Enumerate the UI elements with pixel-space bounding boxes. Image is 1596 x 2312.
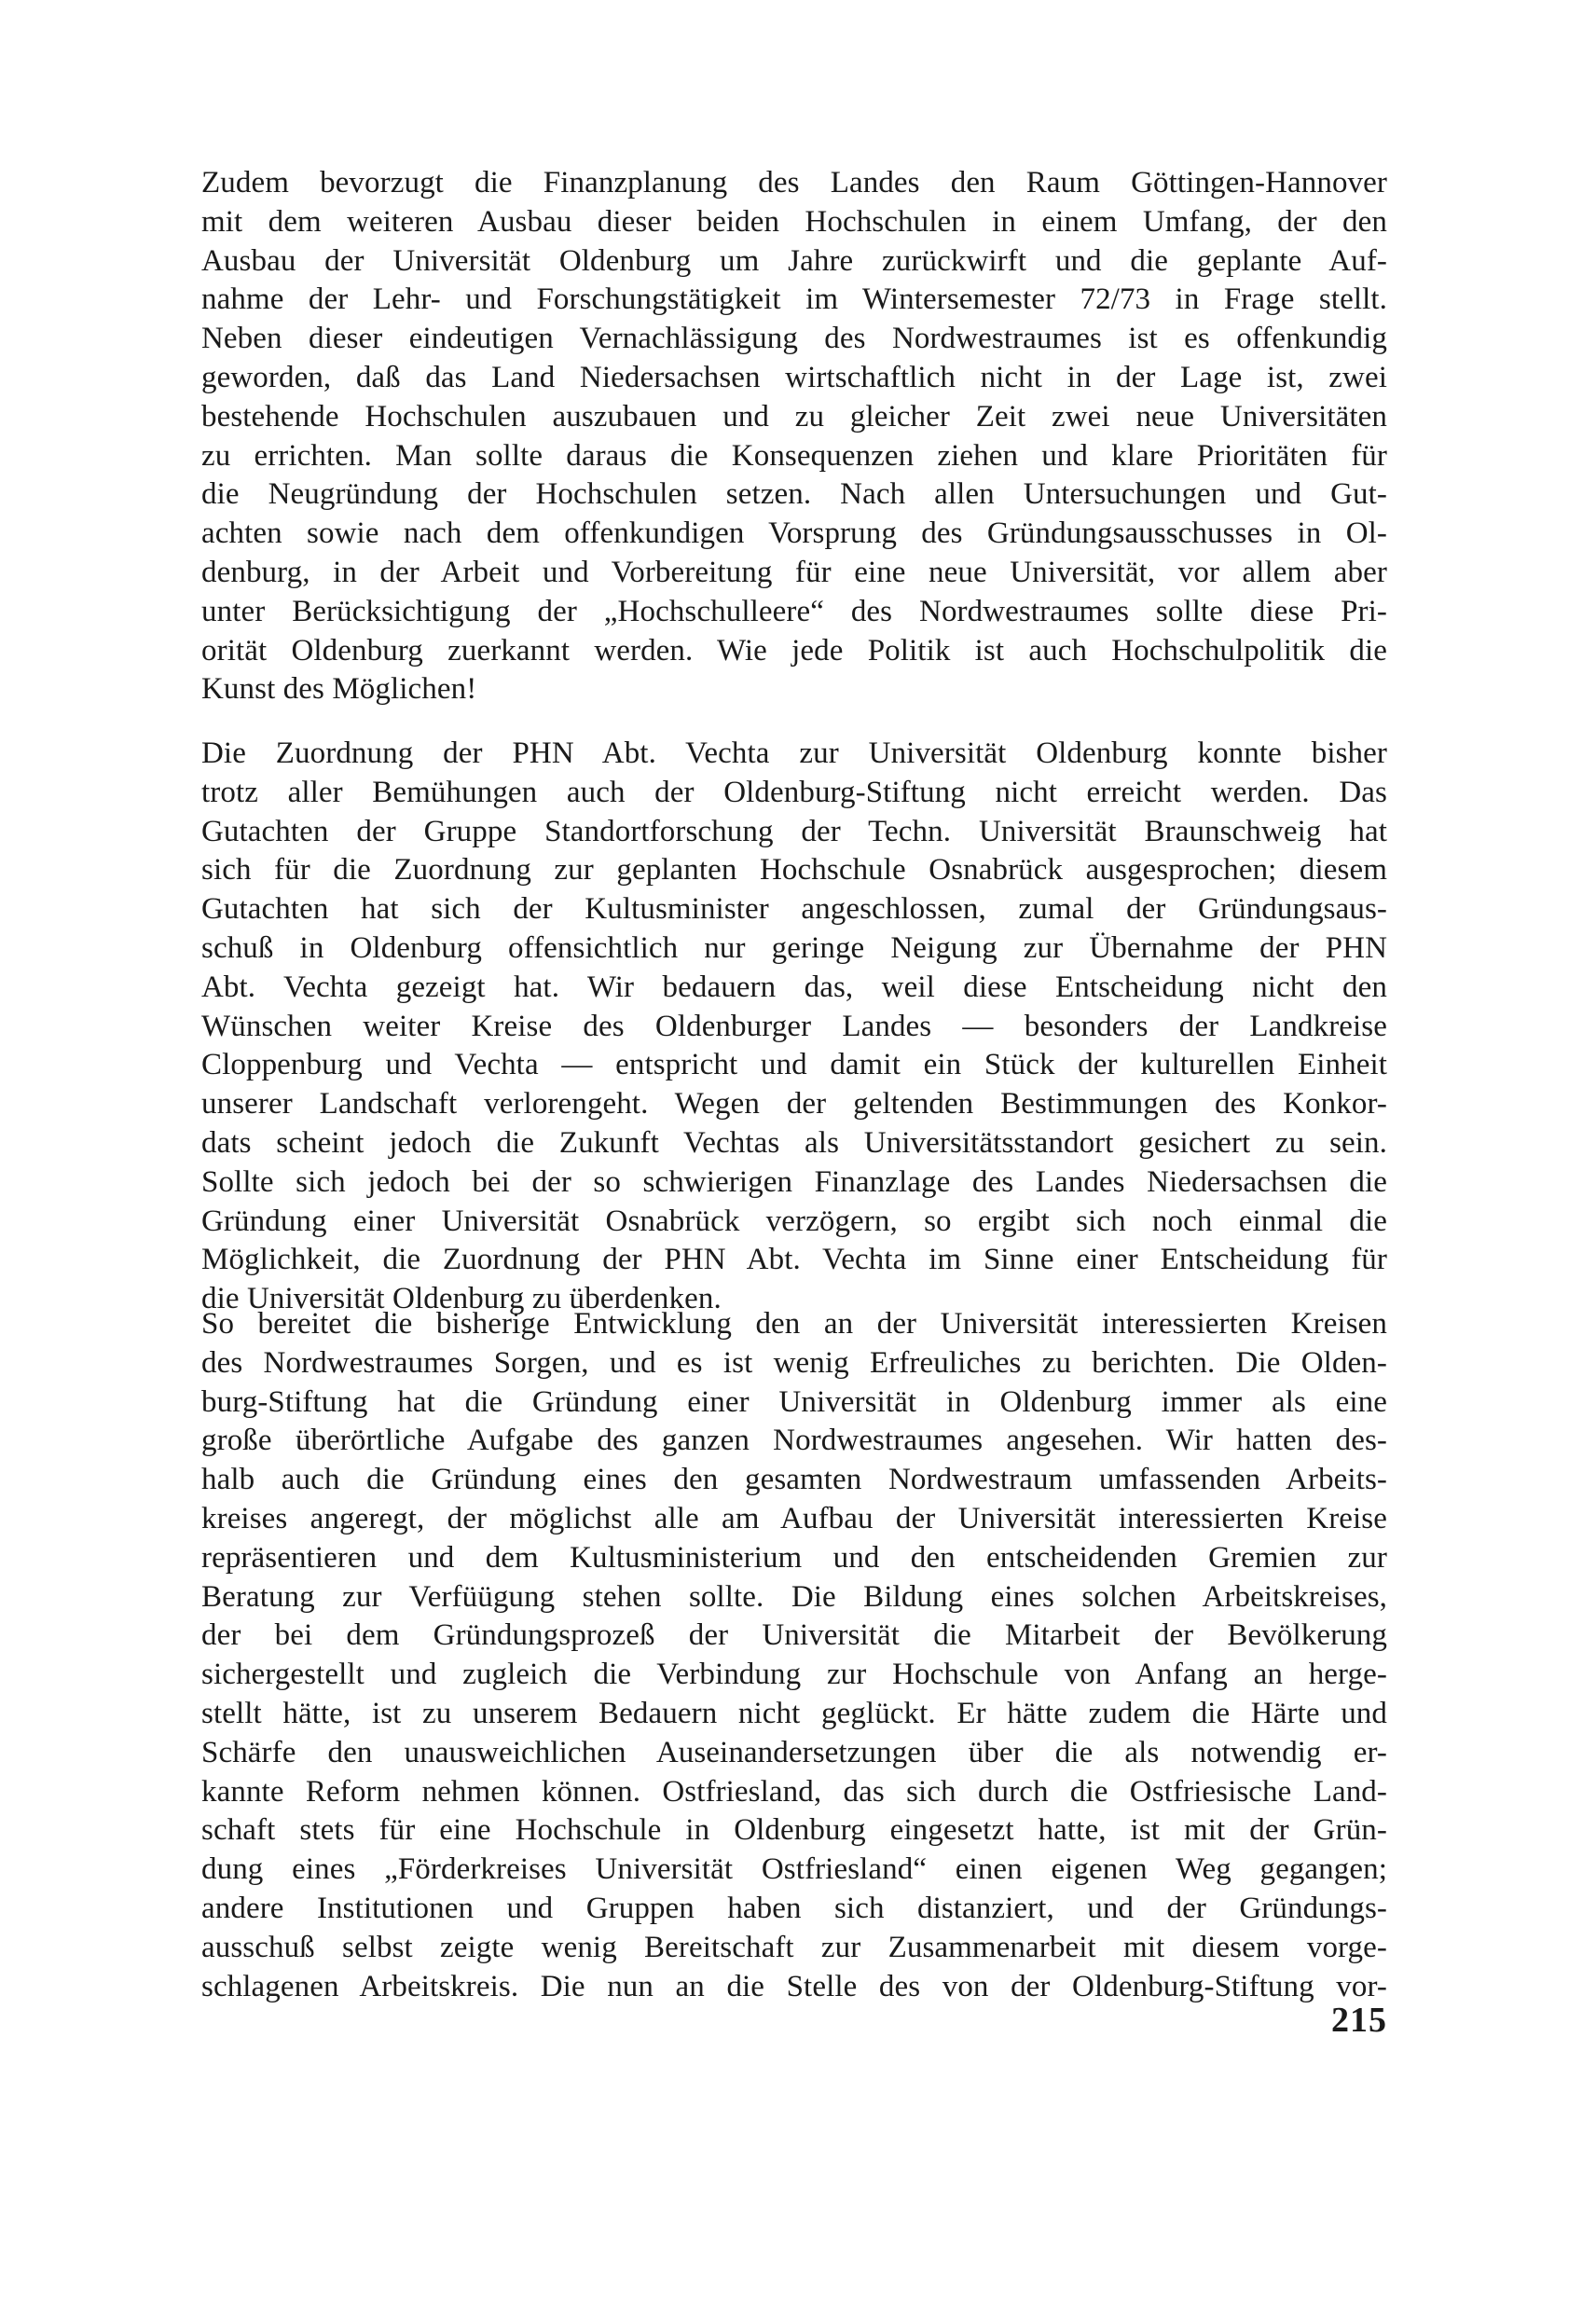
paragraph-2 bbox=[201, 735, 1387, 1319]
text-line: Sollte sich jedoch bei der so schwierigen Finanzlage des Landes Niedersachsen die bbox=[201, 1164, 1387, 1199]
text-line: geworden, daß das Land Niedersachsen wirtschaftlich nicht in der Lage ist, zwei bbox=[201, 360, 1387, 394]
text-line: halb auch die Gründung eines den gesamten Nordwestraum umfassenden Arbeits- bbox=[201, 1463, 1387, 1497]
text-line: schaft stets für eine Hochschule in Oldenburg eingesetzt hatte, ist mit der Grün- bbox=[201, 1813, 1387, 1848]
text-line: Wünschen weiter Kreise des Oldenburger Landes — besonders der Landkreise bbox=[201, 1009, 1387, 1043]
text-line: Möglichkeit, die Zuordnung der PHN Abt. Vechta im Sinne einer Entscheidung für bbox=[201, 1243, 1387, 1277]
page-number: 215 bbox=[1331, 2001, 1387, 2040]
text-line: kreises angeregt, der möglichst alle am Aufbau der Universität interessierten Kreise bbox=[201, 1501, 1387, 1535]
text-line: andere Institutionen und Gruppen haben sich distanziert, und der Gründungs- bbox=[201, 1891, 1387, 1925]
text-line: sich für die Zuordnung zur geplanten Hochschule Osnabrück ausgesprochen; diesem bbox=[201, 853, 1387, 888]
text-line: unter Berücksichtigung der „Hochschulleere“ des Nordwestraumes sollte diese Pri- bbox=[201, 594, 1387, 628]
text-line: Beratung zur Verfüügung stehen sollte. Die Bildung eines solchen Arbeitskreises, bbox=[201, 1579, 1387, 1614]
text-line: trotz aller Bemühungen auch der Oldenburg-Stiftung nicht erreicht werden. Das bbox=[201, 775, 1387, 809]
text-line: So bereitet die bisherige Entwicklung den an der Universität interessierten Kreisen bbox=[201, 1307, 1387, 1341]
text-line: dung eines „Förderkreises Universität Ostfriesland“ einen eigenen Weg gegangen; bbox=[201, 1852, 1387, 1887]
text-line: repräsentieren und dem Kultusministerium und den entscheidenden Gremien zur bbox=[201, 1540, 1387, 1575]
text-line: die Neugründung der Hochschulen setzen. Nach allen Untersuchungen und Gut- bbox=[201, 477, 1387, 512]
text-line: nahme der Lehr- und Forschungstätigkeit im Wintersemester 72/73 in Frage stellt. bbox=[201, 282, 1387, 317]
text-line: Cloppenburg und Vechta — entspricht und damit ein Stück der kulturellen Einheit bbox=[201, 1048, 1387, 1082]
paragraph-1 bbox=[201, 164, 1387, 709]
text-line: burg-Stiftung hat die Gründung einer Universität in Oldenburg immer als eine bbox=[201, 1384, 1387, 1419]
text-line: bestehende Hochschulen auszubauen und zu gleicher Zeit zwei neue Universitäten bbox=[201, 399, 1387, 434]
text-line: Abt. Vechta gezeigt hat. Wir bedauern das, weil diese Entscheidung nicht den bbox=[201, 970, 1387, 1004]
text-line: ausschuß selbst zeigte wenig Bereitschaft zur Zusammenarbeit mit diesem vorge- bbox=[201, 1930, 1387, 1964]
text-line: Neben dieser eindeutigen Vernachlässigung des Nordwestraumes ist es offenkundig bbox=[201, 322, 1387, 356]
text-line: Ausbau der Universität Oldenburg um Jahre zurückwirft und die geplante Auf- bbox=[201, 243, 1387, 278]
text-line: große überörtliche Aufgabe des ganzen Nordwestraumes angesehen. Wir hatten des- bbox=[201, 1424, 1387, 1458]
text-line: Gutachten hat sich der Kultusminister angeschlossen, zumal der Gründungsaus- bbox=[201, 892, 1387, 927]
text-line: die Universität Oldenburg zu überdenken. bbox=[201, 1282, 722, 1316]
text-line: schuß in Oldenburg offensichtlich nur geringe Neigung zur Übernahme der PHN bbox=[201, 930, 1387, 965]
text-line: schlagenen Arbeitskreis. Die nun an die Stelle des von der Oldenburg-Stiftung vor- bbox=[201, 1969, 1387, 2003]
text-line: zu errichten. Man sollte daraus die Konsequenzen ziehen und klare Prioritäten für bbox=[201, 438, 1387, 473]
text-line: denburg, in der Arbeit und Vorbereitung für eine neue Universität, vor allem aber bbox=[201, 555, 1387, 589]
text-line: Kunst des Möglichen! bbox=[201, 672, 477, 707]
text-line: dats scheint jedoch die Zukunft Vechtas als Universitätsstandort gesichert zu sein. bbox=[201, 1125, 1387, 1160]
text-line: Die Zuordnung der PHN Abt. Vechta zur Universität Oldenburg konnte bisher bbox=[201, 736, 1387, 770]
text-line: kannte Reform nehmen können. Ostfriesland, das sich durch die Ostfriesische Land- bbox=[201, 1774, 1387, 1809]
paragraph-3 bbox=[201, 1305, 1387, 2006]
text-line: Gründung einer Universität Osnabrück verzögern, so ergibt sich noch einmal die bbox=[201, 1204, 1387, 1238]
text-line: der bei dem Gründungsprozeß der Universität die Mitarbeit der Bevölkerung bbox=[201, 1618, 1387, 1653]
text-line: unserer Landschaft verlorengeht. Wegen der geltenden Bestimmungen des Konkor- bbox=[201, 1087, 1387, 1122]
text-line: des Nordwestraumes Sorgen, und es ist wenig Erfreuliches zu berichten. Die Olden- bbox=[201, 1345, 1387, 1380]
text-line: Gutachten der Gruppe Standortforschung der Techn. Universität Braunschweig hat bbox=[201, 814, 1387, 848]
text-line: sichergestellt und zugleich die Verbindung zur Hochschule von Anfang an herge- bbox=[201, 1658, 1387, 1692]
text-line: orität Oldenburg zuerkannt werden. Wie jede Politik ist auch Hochschulpolitik die bbox=[201, 633, 1387, 667]
text-line: Schärfe den unausweichlichen Auseinandersetzungen über die als notwendig er- bbox=[201, 1735, 1387, 1769]
text-line: Zudem bevorzugt die Finanzplanung des Landes den Raum Göttingen-Hannover bbox=[201, 166, 1387, 200]
text-line: achten sowie nach dem offenkundigen Vorsprung des Gründungsausschusses in Ol- bbox=[201, 516, 1387, 551]
text-line: stellt hätte, ist zu unserem Bedauern nicht geglückt. Er hätte zudem die Härte und bbox=[201, 1696, 1387, 1730]
text-line: mit dem weiteren Ausbau dieser beiden Hochschulen in einem Umfang, der den bbox=[201, 204, 1387, 239]
